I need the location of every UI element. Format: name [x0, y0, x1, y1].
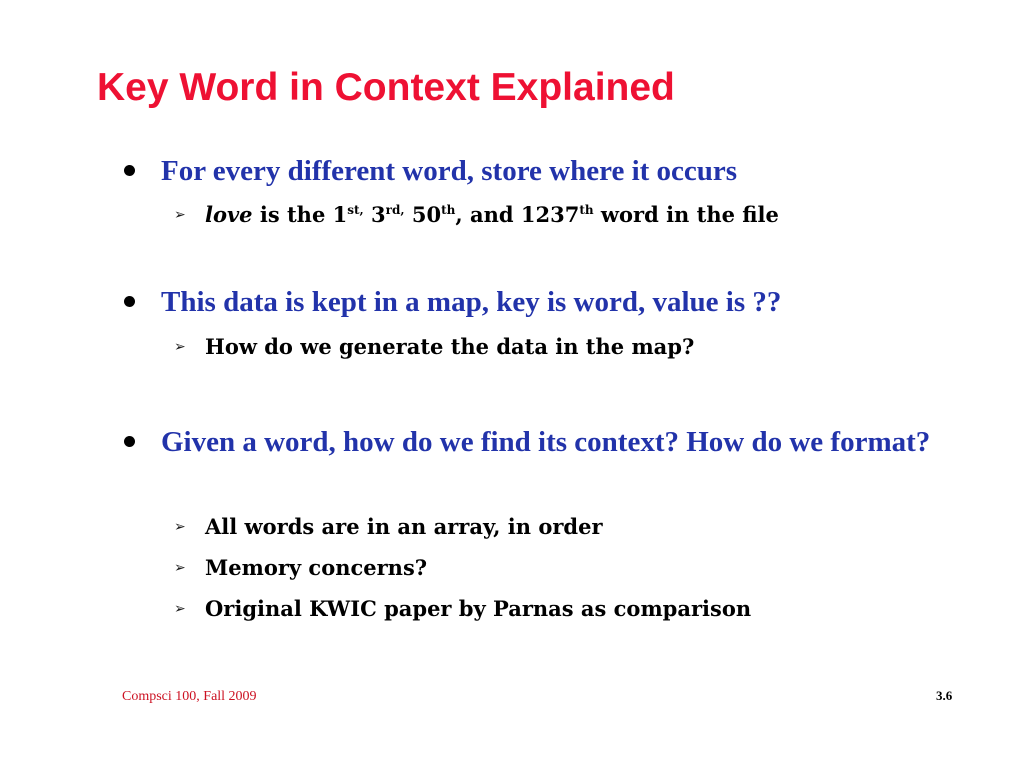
bullet-dot-icon	[124, 436, 135, 447]
sub-bullet-text: Memory concerns?	[205, 555, 428, 580]
arrowhead-icon: ➢	[174, 207, 186, 223]
slide-number: 3.6	[936, 688, 953, 703]
arrowhead-icon: ➢	[174, 560, 186, 576]
sub-bullet-text: Original KWIC paper by Parnas as comparison	[205, 596, 752, 621]
footer-course-label: Compsci 100, Fall 2009	[122, 689, 257, 704]
arrowhead-icon: ➢	[174, 601, 186, 617]
bullet-dot-icon	[124, 296, 135, 307]
bullet-text: This data is kept in a map, key is word, value is ??	[161, 286, 782, 318]
arrowhead-icon: ➢	[174, 339, 186, 355]
sub-bullet-text: How do we generate the data in the map?	[205, 334, 695, 359]
bullet-text: For every different word, store where it occurs	[161, 155, 738, 187]
bullet-text: Given a word, how do we find its context? How do we format?	[161, 426, 931, 458]
arrowhead-icon: ➢	[174, 519, 186, 535]
slide-title: Key Word in Context Explained	[97, 66, 675, 109]
sub-bullet-text: All words are in an array, in order	[205, 514, 603, 539]
emphasized-word: love	[205, 202, 253, 227]
bullet-dot-icon	[124, 165, 135, 176]
sub-bullet-text: love is the $1^{st,}$ $3^{rd,}$ 50th, and 1237th word in the file	[205, 202, 779, 227]
